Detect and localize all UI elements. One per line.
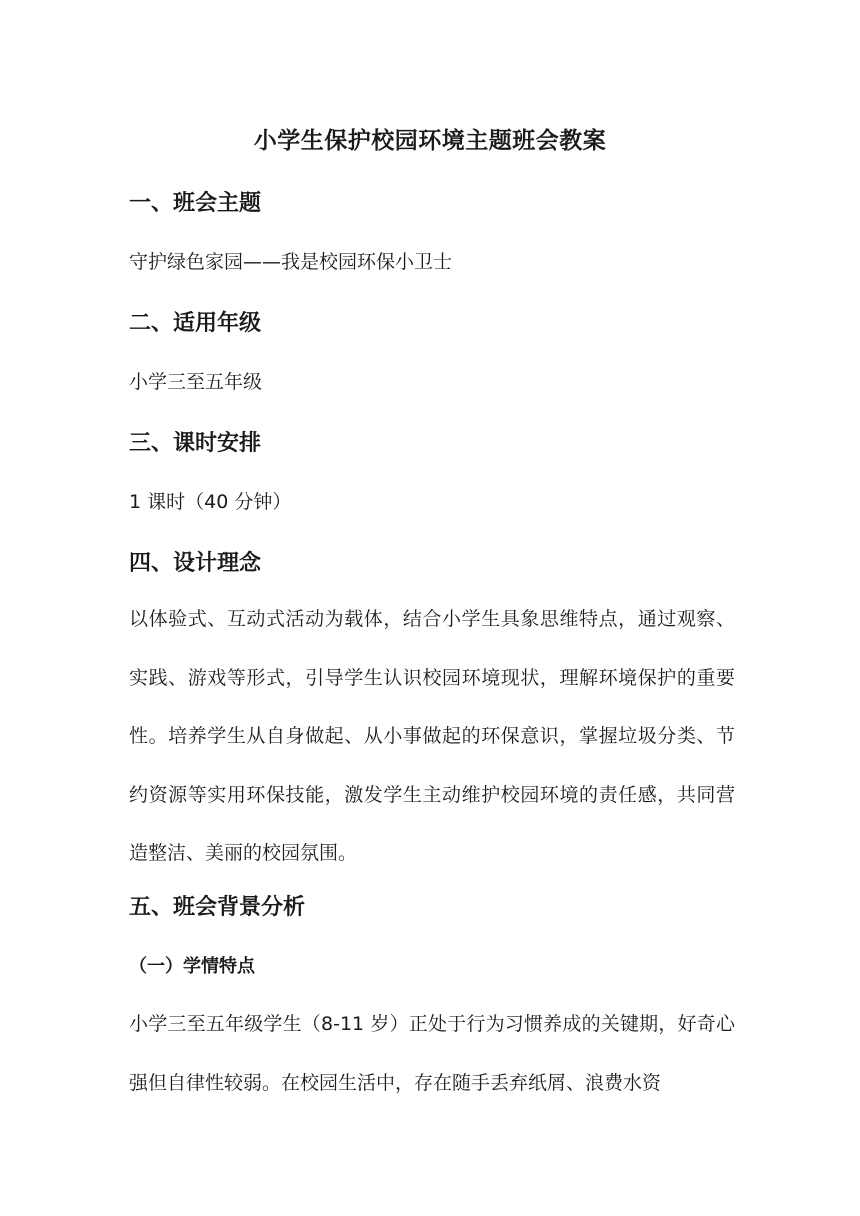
section-heading-background: 五、班会背景分析 (129, 895, 306, 920)
section-paragraph-concept: 以体验式、互动式活动为载体，结合小学生具象思维特点，通过观察、实践、游戏等形式，引导学生认识校园环境现状，理解环境保护的重要性。培养学生从自身做起、从小事做起的环保意识，掌握垃圾分类、节约资源等实用环保技能，激发学生主动维护校园环境的责任感，共同营造整洁、美丽的校园氛围。 (129, 608, 735, 864)
subsection-heading-student-traits: （一）学情特点 (129, 956, 255, 977)
subsection-paragraph-student-traits: 小学三至五年级学生（8-11 岁）正处于行为习惯养成的关键期，好奇心强但自律性较弱。在校园生活中，存在随手丢弃纸屑、浪费水资 (129, 1013, 735, 1094)
document-title: 小学生保护校园环境主题班会教案 (253, 128, 607, 154)
section-text-grade: 小学三至五年级 (129, 371, 263, 393)
section-heading-grade: 二、适用年级 (129, 311, 262, 336)
section-text-theme: 守护绿色家园——我是校园环保小卫士 (129, 251, 453, 273)
section-heading-schedule: 三、课时安排 (129, 431, 262, 456)
section-heading-concept: 四、设计理念 (129, 551, 262, 576)
section-text-schedule: 1 课时（40 分钟） (129, 491, 292, 513)
section-heading-theme: 一、班会主题 (129, 191, 262, 216)
